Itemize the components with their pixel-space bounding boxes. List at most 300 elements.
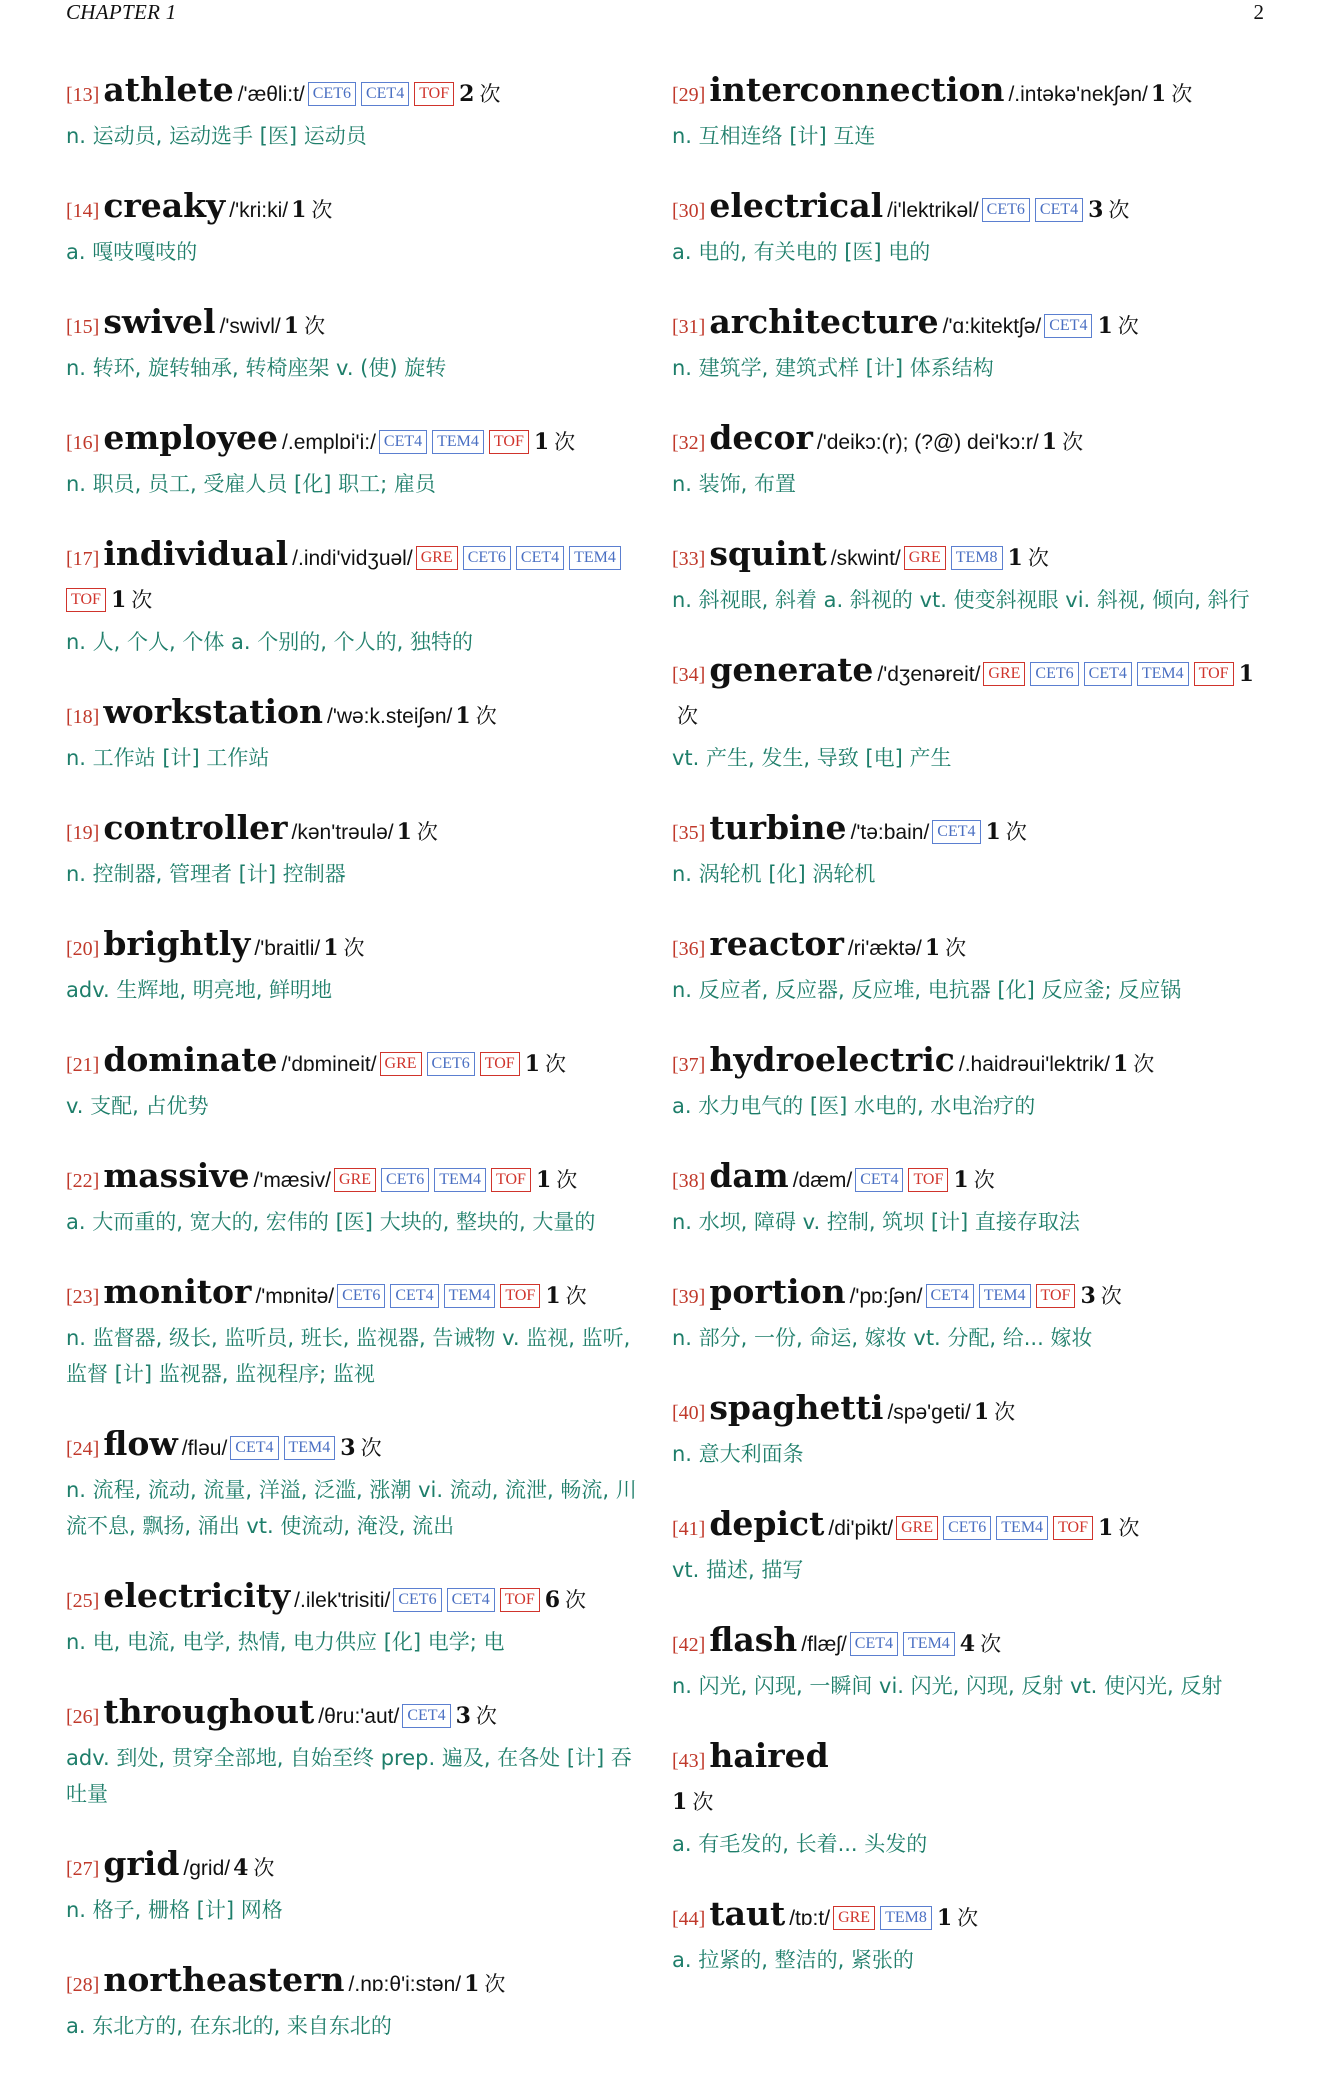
entry-index: [24] <box>66 1438 100 1460</box>
count-number: 1 <box>110 587 127 613</box>
headword: flow <box>103 1424 178 1463</box>
count-number: 1 <box>1097 313 1113 339</box>
entry-index: [27] <box>66 1858 100 1880</box>
occurrence-count <box>455 1703 497 1729</box>
occurrence-count <box>455 703 497 729</box>
count-suffix: 次 <box>1108 198 1130 222</box>
definition: a. 大而重的, 宽大的, 宏伟的 [医] 大块的, 整块的, 大量的 <box>66 1210 596 1234</box>
exam-tag-tem4: TEM4 <box>434 1168 486 1192</box>
pronunciation: /i'lektrikəl/ <box>887 199 979 222</box>
exam-tag-tem4: TEM4 <box>432 430 484 454</box>
pronunciation: /'swivl/ <box>219 315 281 338</box>
headword: electrical <box>709 186 884 225</box>
exam-tag-cet6: CET6 <box>337 1284 385 1308</box>
count-number: 2 <box>459 81 475 107</box>
entry-headline <box>66 534 646 622</box>
count-number: 1 <box>672 1789 688 1815</box>
vocab-entry <box>672 1156 1266 1240</box>
count-number: 4 <box>959 1631 976 1657</box>
pronunciation: /fləu/ <box>181 1437 228 1460</box>
count-number: 1 <box>455 703 471 729</box>
headword: monitor <box>103 1272 252 1311</box>
vocab-entry <box>672 418 1266 502</box>
count-number: 6 <box>544 1587 561 1613</box>
exam-tag-tof: TOF <box>480 1052 520 1076</box>
count-suffix: 次 <box>311 198 333 222</box>
count-suffix: 次 <box>131 588 153 612</box>
count-suffix: 次 <box>1118 1516 1140 1540</box>
definition: n. 电, 电流, 电学, 热情, 电力供应 [化] 电学; 电 <box>66 1630 505 1654</box>
definition: n. 监督器, 级长, 监听员, 班长, 监视器, 告诫物 v. 监视, 监听, 监督 [计] 监视器, 监视程序; 监视 <box>66 1326 631 1386</box>
entry-index: [44] <box>672 1908 706 1930</box>
entry-index: [20] <box>66 938 100 960</box>
headword: portion <box>709 1272 846 1311</box>
entry-headline <box>672 1272 1266 1318</box>
headword: grid <box>103 1844 180 1883</box>
exam-tag-cet4: CET4 <box>1044 314 1092 338</box>
vocab-entry <box>672 302 1266 386</box>
occurrence-count <box>1150 81 1193 107</box>
pronunciation: /'braitli/ <box>254 937 321 960</box>
exam-tag-cet4: CET4 <box>1084 662 1132 686</box>
headword: architecture <box>709 302 939 341</box>
entry-headline <box>66 1844 646 1890</box>
pronunciation: /ri'æktə/ <box>847 937 922 960</box>
definition: a. 有毛发的, 长着... 头发的 <box>672 1832 928 1856</box>
count-number: 1 <box>936 1905 953 1931</box>
definition: n. 格子, 栅格 [计] 网格 <box>66 1898 283 1922</box>
definition: a. 拉紧的, 整洁的, 紧张的 <box>672 1948 914 1972</box>
definition: n. 工作站 [计] 工作站 <box>66 746 270 770</box>
entry-index: [41] <box>672 1518 706 1540</box>
entry-index: [38] <box>672 1170 706 1192</box>
exam-tag-cet4: CET4 <box>516 546 564 570</box>
exam-tag-cet4: CET4 <box>230 1436 278 1460</box>
pronunciation: /'deikɔ:(r); (?@) dei'kɔ:r/ <box>816 431 1039 454</box>
definition: n. 涡轮机 [化] 涡轮机 <box>672 862 876 886</box>
exam-tag-tof: TOF <box>414 82 454 106</box>
count-suffix: 次 <box>416 820 438 844</box>
entry-index: [32] <box>672 432 706 454</box>
pronunciation: /spə'geti/ <box>887 1401 971 1424</box>
exam-tag-cet4: CET4 <box>402 1704 450 1728</box>
exam-tag-cet6: CET6 <box>427 1052 475 1076</box>
pronunciation: /'mæsiv/ <box>253 1169 332 1192</box>
exam-tag-cet6: CET6 <box>982 198 1030 222</box>
count-number: 1 <box>535 1167 552 1193</box>
count-suffix: 次 <box>1027 546 1049 570</box>
exam-tag-cet4: CET4 <box>447 1588 495 1612</box>
occurrence-count <box>973 1399 1016 1425</box>
vocab-entry <box>672 924 1266 1008</box>
count-suffix: 次 <box>556 1168 578 1192</box>
pronunciation: /dæm/ <box>792 1169 853 1192</box>
definition: n. 部分, 一份, 命运, 嫁妆 vt. 分配, 给... 嫁妆 <box>672 1326 1093 1350</box>
definition: n. 控制器, 管理者 [计] 控制器 <box>66 862 346 886</box>
vocab-entry <box>66 1040 646 1124</box>
left-column <box>66 70 646 2076</box>
entry-headline <box>672 186 1266 232</box>
exam-tag-gre: GRE <box>896 1516 938 1540</box>
entry-index: [43] <box>672 1750 706 1772</box>
exam-tag-cet4: CET4 <box>390 1284 438 1308</box>
occurrence-count <box>1007 545 1049 571</box>
headword: employee <box>103 418 279 457</box>
exam-tag-gre: GRE <box>380 1052 422 1076</box>
vocab-entry <box>66 1272 646 1392</box>
pronunciation: /flæʃ/ <box>801 1633 847 1656</box>
exam-tag-gre: GRE <box>983 662 1025 686</box>
vocab-entry <box>672 534 1266 618</box>
count-suffix: 次 <box>1117 314 1139 338</box>
entry-headline <box>66 1272 646 1318</box>
headword: creaky <box>103 186 226 225</box>
occurrence-count <box>672 1789 714 1815</box>
pronunciation: /'dɒmineit/ <box>281 1053 377 1076</box>
pronunciation: /tɒ:t/ <box>789 1907 831 1930</box>
exam-tag-cet4: CET4 <box>926 1284 974 1308</box>
entry-index: [30] <box>672 200 706 222</box>
entry-index: [35] <box>672 822 706 844</box>
exam-tag-cet4: CET4 <box>361 82 409 106</box>
occurrence-count <box>459 81 501 107</box>
count-number: 3 <box>1088 197 1104 223</box>
entry-index: [31] <box>672 316 706 338</box>
count-suffix: 次 <box>545 1052 567 1076</box>
entry-index: [37] <box>672 1054 706 1076</box>
count-suffix: 次 <box>980 1632 1002 1656</box>
entry-headline <box>66 1960 646 2006</box>
count-suffix: 次 <box>973 1168 995 1192</box>
occurrence-count <box>323 935 365 961</box>
vocab-entry <box>672 808 1266 892</box>
entry-headline <box>66 418 646 464</box>
entry-index: [14] <box>66 200 100 222</box>
count-suffix: 次 <box>360 1436 382 1460</box>
headword: interconnection <box>709 70 1005 109</box>
vocab-entry <box>66 302 646 386</box>
vocab-entry <box>66 1844 646 1928</box>
headword: swivel <box>103 302 216 341</box>
headword: dominate <box>103 1040 278 1079</box>
entry-index: [22] <box>66 1170 100 1192</box>
exam-tag-cet4: CET4 <box>1035 198 1083 222</box>
count-number: 3 <box>455 1703 471 1729</box>
entry-headline <box>672 1620 1266 1666</box>
pronunciation: /'dʒenəreit/ <box>877 663 981 686</box>
headword: electricity <box>103 1576 291 1615</box>
count-number: 1 <box>283 313 300 339</box>
entry-index: [42] <box>672 1634 706 1656</box>
vocab-entry <box>66 1692 646 1812</box>
definition: a. 电的, 有关电的 [医] 电的 <box>672 240 931 264</box>
count-suffix: 次 <box>1062 430 1084 454</box>
entry-index: [34] <box>672 664 706 686</box>
count-suffix: 次 <box>994 1400 1016 1424</box>
occurrence-count <box>1080 1283 1122 1309</box>
entry-index: [17] <box>66 548 100 570</box>
headword: brightly <box>103 924 251 963</box>
exam-tag-tem4: TEM4 <box>979 1284 1031 1308</box>
exam-tag-tof: TOF <box>489 430 529 454</box>
count-suffix: 次 <box>1100 1284 1122 1308</box>
count-number: 1 <box>291 197 307 223</box>
pronunciation: /skwint/ <box>830 547 901 570</box>
vocab-entry <box>66 70 646 154</box>
chapter-title: CHAPTER 1 <box>66 0 177 24</box>
count-number: 1 <box>985 819 1001 845</box>
exam-tag-tof: TOF <box>500 1284 540 1308</box>
entry-headline <box>672 1040 1266 1086</box>
count-suffix: 次 <box>304 314 326 338</box>
vocab-entry <box>672 1504 1266 1588</box>
exam-tag-gre: GRE <box>334 1168 376 1192</box>
count-number: 1 <box>1238 661 1254 687</box>
exam-tag-tem4: TEM4 <box>444 1284 496 1308</box>
count-suffix: 次 <box>475 704 497 728</box>
headword: massive <box>103 1156 250 1195</box>
entry-headline <box>672 70 1266 116</box>
pronunciation: /.ilek'trisiti/ <box>294 1589 391 1612</box>
pronunciation: /θru:'aut/ <box>318 1705 400 1728</box>
definition: n. 建筑学, 建筑式样 [计] 体系结构 <box>672 356 994 380</box>
entry-headline <box>672 1156 1266 1202</box>
count-suffix: 次 <box>1171 82 1193 106</box>
occurrence-count <box>545 1283 587 1309</box>
count-number: 1 <box>524 1051 541 1077</box>
pronunciation: /'pɒ:ʃən/ <box>849 1285 923 1308</box>
entry-index: [29] <box>672 84 706 106</box>
headword: haired <box>709 1736 829 1775</box>
occurrence-count <box>1098 1515 1140 1541</box>
pronunciation: /.nɒ:θ'i:stən/ <box>348 1973 462 1996</box>
entry-headline <box>66 70 646 116</box>
count-number: 1 <box>533 429 550 455</box>
count-suffix: 次 <box>554 430 576 454</box>
entry-index: [33] <box>672 548 706 570</box>
entry-index: [16] <box>66 432 100 454</box>
exam-tag-tof: TOF <box>908 1168 948 1192</box>
entry-index: [18] <box>66 706 100 728</box>
headword: athlete <box>103 70 234 109</box>
occurrence-count <box>533 429 576 455</box>
entry-headline <box>672 1504 1266 1550</box>
definition: n. 反应者, 反应器, 反应堆, 电抗器 [化] 反应釜; 反应锅 <box>672 978 1182 1002</box>
pronunciation: /.indi'vidʒuəl/ <box>292 547 413 570</box>
exam-tag-cet6: CET6 <box>463 546 511 570</box>
vocab-entry <box>66 808 646 892</box>
pronunciation: /kən'trəulə/ <box>291 821 394 844</box>
count-number: 1 <box>1112 1051 1129 1077</box>
count-suffix: 次 <box>1133 1052 1155 1076</box>
exam-tag-tem8: TEM8 <box>951 546 1003 570</box>
entry-index: [13] <box>66 84 100 106</box>
headword: turbine <box>709 808 847 847</box>
count-number: 1 <box>464 1971 480 1997</box>
definition: n. 流程, 流动, 流量, 洋溢, 泛滥, 涨潮 vi. 流动, 流泄, 畅流, 川流不息, 飘扬, 涌出 vt. 使流动, 淹没, 流出 <box>66 1478 637 1538</box>
occurrence-count <box>959 1631 1002 1657</box>
exam-tag-cet6: CET6 <box>393 1588 441 1612</box>
definition: n. 装饰, 布置 <box>672 472 797 496</box>
definition: n. 斜视眼, 斜着 a. 斜视的 vt. 使变斜视眼 vi. 斜视, 倾向, 斜行 <box>672 588 1250 612</box>
definition: vt. 描述, 描写 <box>672 1558 804 1582</box>
exam-tag-gre: GRE <box>416 546 458 570</box>
definition: n. 水坝, 障碍 v. 控制, 筑坝 [计] 直接存取法 <box>672 1210 1080 1234</box>
count-suffix: 次 <box>475 1704 497 1728</box>
headword: flash <box>709 1620 798 1659</box>
headword: hydroelectric <box>709 1040 955 1079</box>
occurrence-count <box>924 935 967 961</box>
definition: n. 转环, 旋转轴承, 转椅座架 v. (使) 旋转 <box>66 356 447 380</box>
page-header <box>66 0 1266 26</box>
entry-headline <box>672 418 1266 464</box>
entry-headline <box>672 1894 1266 1940</box>
definition: n. 职员, 员工, 受雇人员 [化] 职工; 雇员 <box>66 472 436 496</box>
count-suffix: 次 <box>565 1284 587 1308</box>
exam-tag-cet6: CET6 <box>381 1168 429 1192</box>
exam-tag-tof: TOF <box>500 1588 540 1612</box>
occurrence-count <box>953 1167 995 1193</box>
count-suffix: 次 <box>692 1790 714 1814</box>
definition: n. 意大利面条 <box>672 1442 804 1466</box>
entry-headline <box>66 186 646 232</box>
vocab-entry <box>672 650 1266 776</box>
occurrence-count <box>1041 429 1084 455</box>
definition: n. 运动员, 运动选手 [医] 运动员 <box>66 124 367 148</box>
entry-headline <box>66 1576 646 1622</box>
exam-tag-tem4: TEM4 <box>1137 662 1189 686</box>
pronunciation: /'ɑ:kitektʃə/ <box>942 315 1042 338</box>
entry-headline <box>66 1156 646 1202</box>
occurrence-count <box>1097 313 1139 339</box>
occurrence-count <box>396 819 438 845</box>
entry-index: [23] <box>66 1286 100 1308</box>
entry-headline <box>66 1692 646 1738</box>
entry-headline <box>66 302 646 348</box>
vocab-entry <box>672 70 1266 154</box>
count-suffix: 次 <box>945 936 967 960</box>
entry-headline <box>66 692 646 738</box>
occurrence-count <box>936 1905 979 1931</box>
exam-tag-tem4: TEM4 <box>996 1516 1048 1540</box>
entry-index: [36] <box>672 938 706 960</box>
headword: squint <box>709 534 827 573</box>
headword: decor <box>709 418 813 457</box>
entry-headline <box>66 1040 646 1086</box>
exam-tag-tem4: TEM4 <box>569 546 621 570</box>
count-suffix: 次 <box>1005 820 1027 844</box>
definition: a. 东北方的, 在东北的, 来自东北的 <box>66 2014 392 2038</box>
entry-headline <box>66 924 646 970</box>
definition: adv. 生辉地, 明亮地, 鲜明地 <box>66 978 333 1002</box>
exam-tag-tof: TOF <box>66 588 106 612</box>
count-number: 1 <box>396 819 412 845</box>
count-number: 1 <box>1007 545 1023 571</box>
pronunciation: /.emplɒi'i:/ <box>282 431 376 454</box>
occurrence-count <box>464 1971 506 1997</box>
occurrence-count <box>1088 197 1130 223</box>
headword: individual <box>103 534 289 573</box>
count-suffix: 次 <box>479 82 501 106</box>
occurrence-count <box>283 313 326 339</box>
page-number: 2 <box>1253 0 1264 24</box>
definition: n. 人, 个人, 个体 a. 个别的, 个人的, 独特的 <box>66 630 473 654</box>
exam-tag-cet6: CET6 <box>943 1516 991 1540</box>
definition: n. 闪光, 闪现, 一瞬间 vi. 闪光, 闪现, 反射 vt. 使闪光, 反射 <box>672 1674 1223 1698</box>
pronunciation: /.intəkə'nekʃən/ <box>1008 83 1148 106</box>
entry-index: [21] <box>66 1054 100 1076</box>
headword: depict <box>709 1504 825 1543</box>
vocab-entry <box>672 1620 1266 1704</box>
count-number: 1 <box>545 1283 561 1309</box>
count-number: 1 <box>1098 1515 1114 1541</box>
pronunciation: /'tə:bain/ <box>850 821 930 844</box>
vocab-entry <box>66 692 646 776</box>
occurrence-count <box>291 197 333 223</box>
count-number: 4 <box>233 1855 249 1881</box>
headword: northeastern <box>103 1960 345 1999</box>
vocab-entry <box>672 1388 1266 1472</box>
vocab-entry <box>66 534 646 660</box>
occurrence-count <box>524 1051 567 1077</box>
count-number: 1 <box>924 935 941 961</box>
headword: taut <box>709 1894 786 1933</box>
occurrence-count <box>340 1435 382 1461</box>
count-number: 1 <box>323 935 339 961</box>
entry-index: [19] <box>66 822 100 844</box>
occurrence-count <box>110 587 153 613</box>
entry-headline <box>672 1736 1266 1824</box>
pronunciation: /.haidrəui'lektrik/ <box>958 1053 1110 1076</box>
vocab-entry <box>672 1040 1266 1124</box>
headword: throughout <box>103 1692 315 1731</box>
vocab-entry <box>672 186 1266 270</box>
entry-index: [26] <box>66 1706 100 1728</box>
exam-tag-tof: TOF <box>1194 662 1234 686</box>
pronunciation: /'wə:k.steiʃən/ <box>326 705 453 728</box>
entry-headline <box>672 808 1266 854</box>
occurrence-count <box>1112 1051 1155 1077</box>
entry-headline <box>672 534 1266 580</box>
count-number: 3 <box>1080 1283 1096 1309</box>
vocab-entry <box>66 1424 646 1544</box>
vocab-entry <box>672 1272 1266 1356</box>
pronunciation: /grid/ <box>183 1857 231 1880</box>
headword: workstation <box>103 692 323 731</box>
exam-tag-cet6: CET6 <box>308 82 356 106</box>
entry-index: [28] <box>66 1974 100 1996</box>
definition: v. 支配, 占优势 <box>66 1094 209 1118</box>
right-column <box>672 70 1266 2076</box>
occurrence-count <box>544 1587 587 1613</box>
exam-tag-gre: GRE <box>904 546 946 570</box>
count-suffix: 次 <box>343 936 365 960</box>
entry-index: [15] <box>66 316 100 338</box>
exam-tag-cet4: CET4 <box>379 430 427 454</box>
pronunciation: /'æθli:t/ <box>237 83 305 106</box>
entry-headline <box>672 302 1266 348</box>
headword: spaghetti <box>709 1388 884 1427</box>
count-number: 1 <box>973 1399 990 1425</box>
exam-tag-tem4: TEM4 <box>284 1436 336 1460</box>
count-number: 1 <box>1150 81 1167 107</box>
occurrence-count <box>985 819 1027 845</box>
entry-headline <box>672 924 1266 970</box>
count-suffix: 次 <box>253 1856 275 1880</box>
definition: a. 嘎吱嘎吱的 <box>66 240 198 264</box>
exam-tag-cet4: CET4 <box>932 820 980 844</box>
pronunciation: /'mɒnitə/ <box>255 1285 335 1308</box>
